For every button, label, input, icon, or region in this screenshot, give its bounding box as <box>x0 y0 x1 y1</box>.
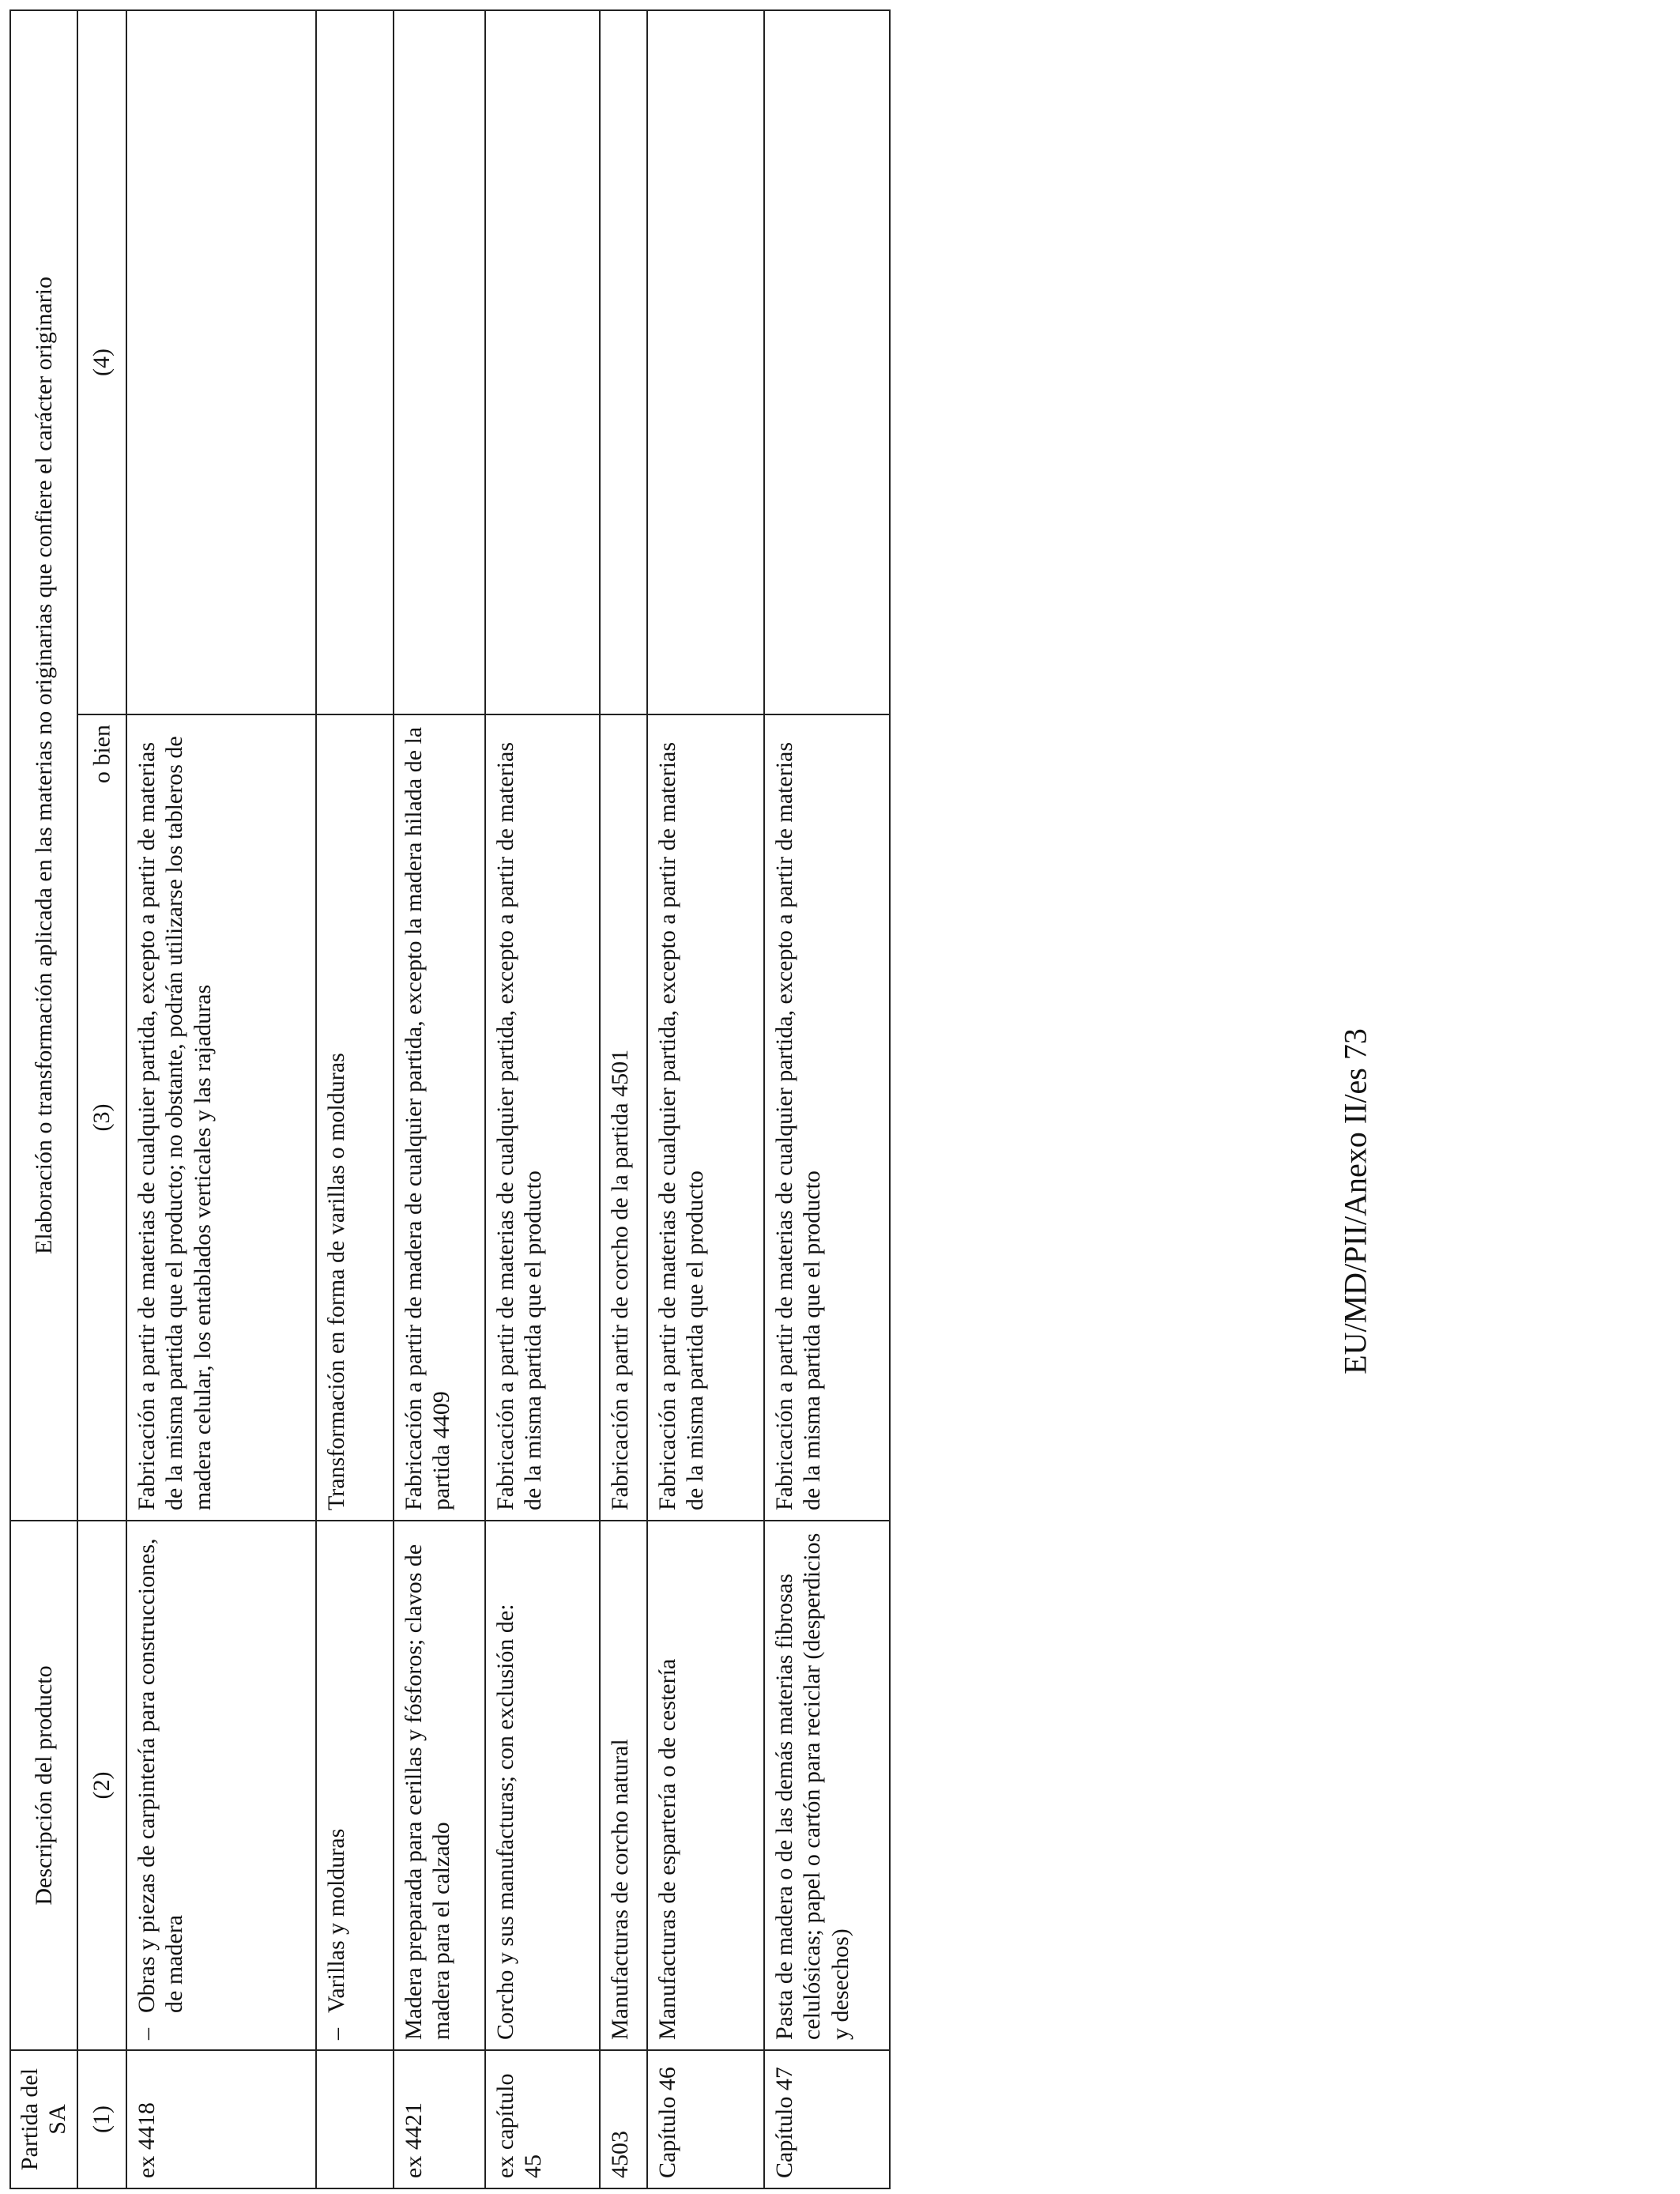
dash-marker: – <box>322 2028 349 2040</box>
partida-cell: ex 4421 <box>394 2050 485 2188</box>
header-partida: Partida del SA <box>10 2050 77 2188</box>
alternative-cell <box>647 10 764 714</box>
table-row <box>126 10 316 2188</box>
column-number-3 <box>77 714 126 1521</box>
elaboracion-cell: Fabricación a partir de materias de cualquier partida, excepto a partir de materias de la misma partida que el producto <box>764 714 890 1521</box>
descripcion-cell <box>316 1521 394 2050</box>
partida-cell: Capítulo 47 <box>764 2050 890 2188</box>
descripcion-cell: Madera preparada para cerillas y fósforos; clavos de madera para el calzado <box>394 1521 485 2050</box>
descripcion-cell: Manufacturas de corcho natural <box>600 1521 647 2050</box>
rules-of-origin-table <box>9 9 891 2189</box>
elaboracion-cell: Fabricación a partir de materias de cualquier partida, excepto a partir de materias de la misma partida que el producto <box>485 714 600 1521</box>
table-row <box>600 10 647 2188</box>
dash-marker: – <box>133 2028 160 2040</box>
footer-reference: EU/MD/PII/Anexo II/es 73 <box>1337 1028 1373 1374</box>
descripcion-cell: Pasta de madera o de las demás materias fibrosas celulósicas; papel o cartón para reciclar (desperdicios y desechos) <box>764 1521 890 2050</box>
header-elaboracion: Elaboración o transformación aplicada en las materias no originarias que confiere el carácter originario <box>10 10 77 1521</box>
elaboracion-cell: Fabricación a partir de madera de cualquier partida, excepto la madera hilada de la partida 4409 <box>394 714 485 1521</box>
descripcion-cell <box>126 1521 316 2050</box>
partida-cell <box>316 2050 394 2188</box>
descripcion-cell: Manufacturas de espartería o de cestería <box>647 1521 764 2050</box>
partida-cell: ex capítulo 45 <box>485 2050 600 2188</box>
column-number-3-label: (3) <box>89 1103 115 1132</box>
table-row <box>764 10 890 2188</box>
table-row <box>647 10 764 2188</box>
elaboracion-cell: Transformación en forma de varillas o molduras <box>316 714 394 1521</box>
elaboracion-cell: Fabricación a partir de materias de cualquier partida, excepto a partir de materias de la misma partida que el producto <box>647 714 764 1521</box>
alternative-cell <box>485 10 600 714</box>
rotated-page <box>9 11 871 2189</box>
header-descripcion: Descripción del producto <box>10 1521 77 2050</box>
partida-cell: ex 4418 <box>126 2050 316 2188</box>
table-row <box>316 10 394 2188</box>
partida-cell: 4503 <box>600 2050 647 2188</box>
o-bien-label: o bien <box>89 725 115 784</box>
alternative-cell <box>394 10 485 714</box>
descripcion-text: Obras y piezas de carpintería para construcciones, de madera <box>133 1538 188 2013</box>
elaboracion-cell: Fabricación a partir de corcho de la partida 4501 <box>600 714 647 1521</box>
table-row <box>394 10 485 2188</box>
alternative-cell <box>316 10 394 714</box>
elaboracion-cell: Fabricación a partir de materias de cualquier partida, excepto a partir de materias de la misma partida que el producto; no obstante, podrán utilizarse los tableros de madera celular, los entablados verticales y las rajaduras <box>126 714 316 1521</box>
alternative-cell <box>126 10 316 714</box>
header-row <box>10 10 77 2188</box>
descripcion-text: Varillas y molduras <box>322 1828 349 2013</box>
alternative-cell <box>600 10 647 714</box>
descripcion-cell: Corcho y sus manufacturas; con exclusión de: <box>485 1521 600 2050</box>
alternative-cell <box>764 10 890 714</box>
page-footer <box>1304 1028 1407 1374</box>
column-number-2: (2) <box>77 1521 126 2050</box>
column-number-row <box>77 10 126 2188</box>
column-number-4: (4) <box>77 10 126 714</box>
partida-cell: Capítulo 46 <box>647 2050 764 2188</box>
table-row <box>485 10 600 2188</box>
column-number-1: (1) <box>77 2050 126 2188</box>
